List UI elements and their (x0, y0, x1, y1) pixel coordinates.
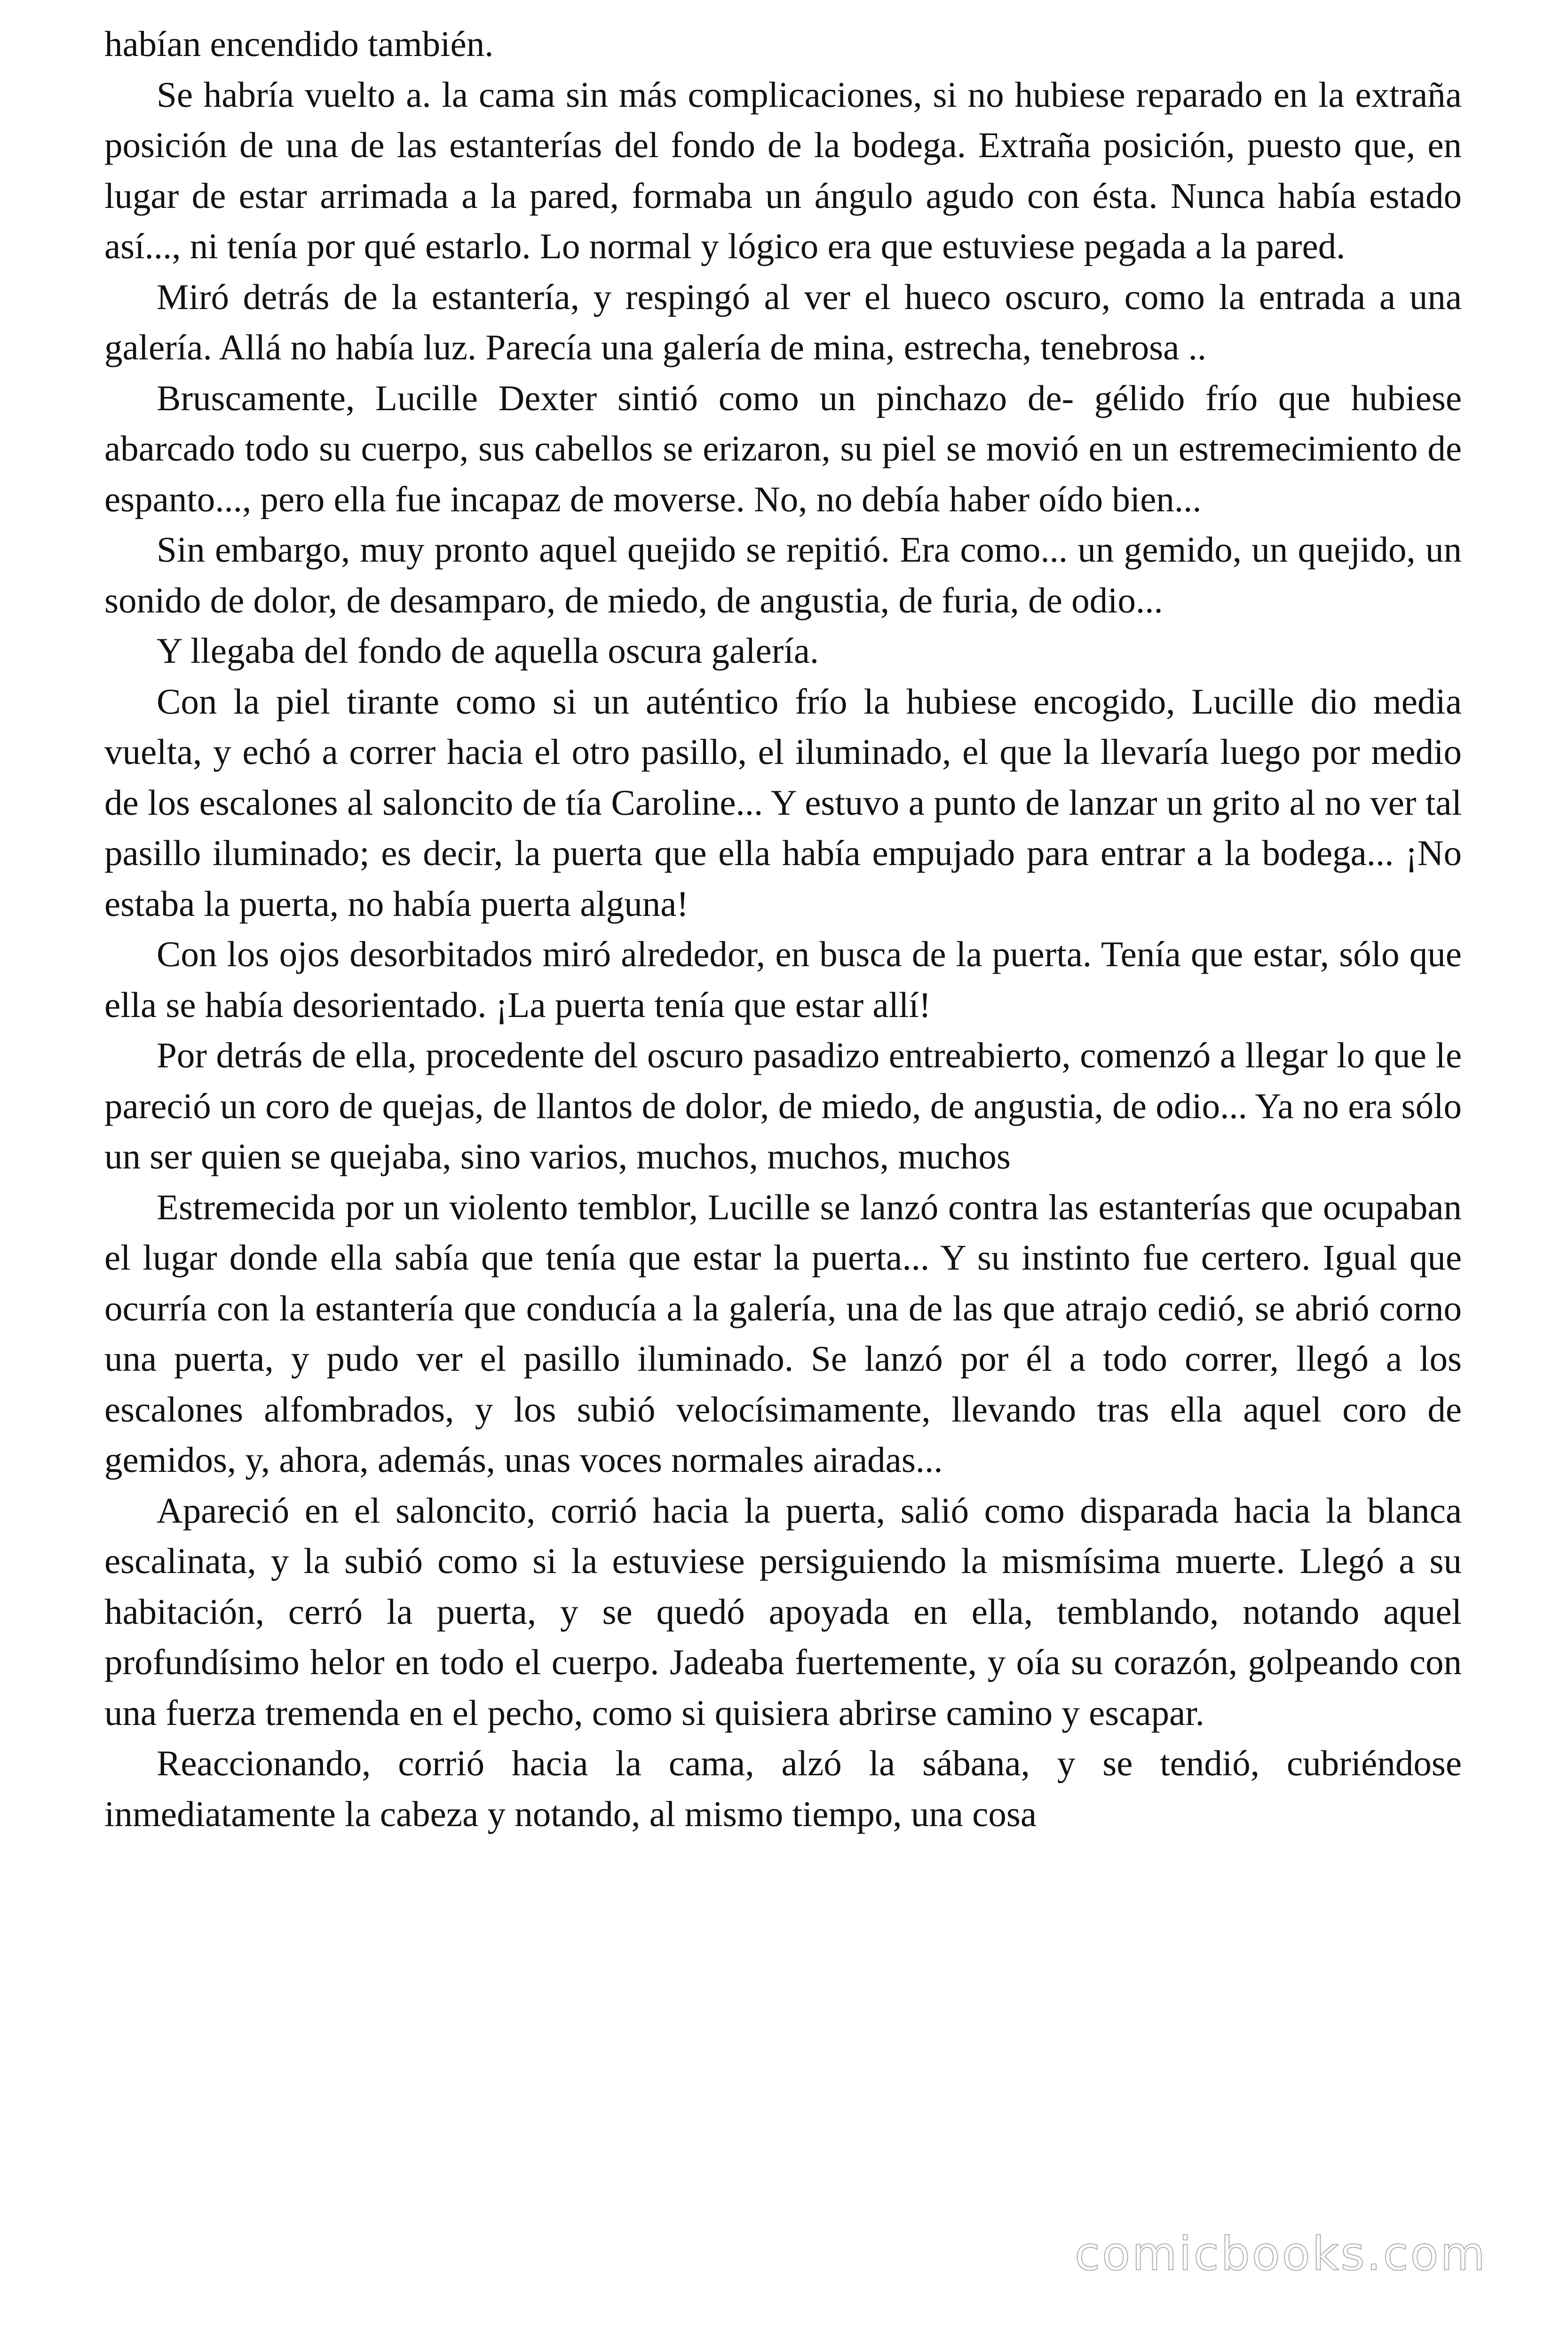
paragraph-1: habían encendido también. (104, 24, 494, 64)
paragraph-3: Miró detrás de la estantería, y respingó al ver el hueco oscuro, como la entrada a una galería. Allá no había luz. Parecía una galería de mina, estrecha, tenebrosa .. (104, 276, 1462, 367)
paragraph-7: Con la piel tirante como si un auténtico frío la hubiese encogido, Lucille dio media vuelta, y echó a correr hacia el otro pasillo, el iluminado, el que la llevaría luego por medio de los escalones al saloncito de tía Caroline... Y estuvo a punto de lanzar un grito al no ver tal pasillo iluminado; es decir, la puerta que ella había empujado para entrar a la bodega... ¡No estaba la puerta, no había puerta alguna! (104, 681, 1462, 924)
paragraph-12: Reaccionando, corrió hacia la cama, alzó la sábana, y se tendió, cubriéndose inmediatamente la cabeza y notando, al mismo tiempo, una cosa (104, 1743, 1462, 1834)
paragraph-5: Sin embargo, muy pronto aquel quejido se repitió. Era como... un gemido, un quejido, un sonido de dolor, de desamparo, de miedo, de angustia, de furia, de odio... (104, 529, 1462, 620)
document-page (104, 19, 1462, 1839)
paragraph-11: Apareció en el saloncito, corrió hacia la puerta, salió como disparada hacia la blanca escalinata, y la subió como si la estuviese persiguiendo la mismísima muerte. Llegó a su habitación, cerró la puerta, y se quedó apoyada en ella, temblando, notando aquel profundísimo helor en todo el cuerpo. Jadeaba fuertemente, y oía su corazón, golpeando con una fuerza tremenda en el pecho, como si quisiera abrirse camino y escapar. (104, 1490, 1462, 1733)
watermark: comicbooks.com (1075, 2227, 1487, 2281)
paragraph-6: Y llegaba del fondo de aquella oscura galería. (157, 630, 819, 671)
paragraph-2: Se habría vuelto a. la cama sin más complicaciones, si no hubiese reparado en la extraña posición de una de las estanterías del fondo de la bodega. Extraña posición, puesto que, en lugar de estar arrimada a la pared, formaba un ángulo agudo con ésta. Nunca había estado así..., ni tenía por qué estarlo. Lo normal y lógico era que estuviese pegada a la pared. (104, 74, 1462, 266)
paragraph-9: Por detrás de ella, procedente del oscuro pasadizo entreabierto, comenzó a llegar lo que le pareció un coro de quejas, de llantos de dolor, de miedo, de angustia, de odio... Ya no era sólo un ser quien se quejaba, sino varios, muchos, muchos, muchos (104, 1035, 1462, 1176)
paragraph-4: Bruscamente, Lucille Dexter sintió como un pinchazo de- gélido frío que hubiese abarcado todo su cuerpo, sus cabellos se erizaron, su piel se movió en un estremecimiento de espanto..., pero ella fue incapaz de moverse. No, no debía haber oído bien... (104, 377, 1462, 519)
paragraph-10: Estremecida por un violento temblor, Lucille se lanzó contra las estanterías que ocupaban el lugar donde ella sabía que tenía que estar la puerta... Y su instinto fue certero. Igual que ocurría con la estantería que conducía a la galería, una de las que atrajo cedió, se abrió corno una puerta, y pudo ver el pasillo iluminado. Se lanzó por él a todo correr, llegó a los escalones alfombrados, y los subió velocísimamente, llevando tras ella aquel coro de gemidos, y, ahora, además, unas voces normales airadas... (104, 1186, 1462, 1480)
paragraph-8: Con los ojos desorbitados miró alrededor, en busca de la puerta. Tenía que estar, sólo que ella se había desorientado. ¡La puerta tenía que estar allí! (104, 934, 1462, 1025)
